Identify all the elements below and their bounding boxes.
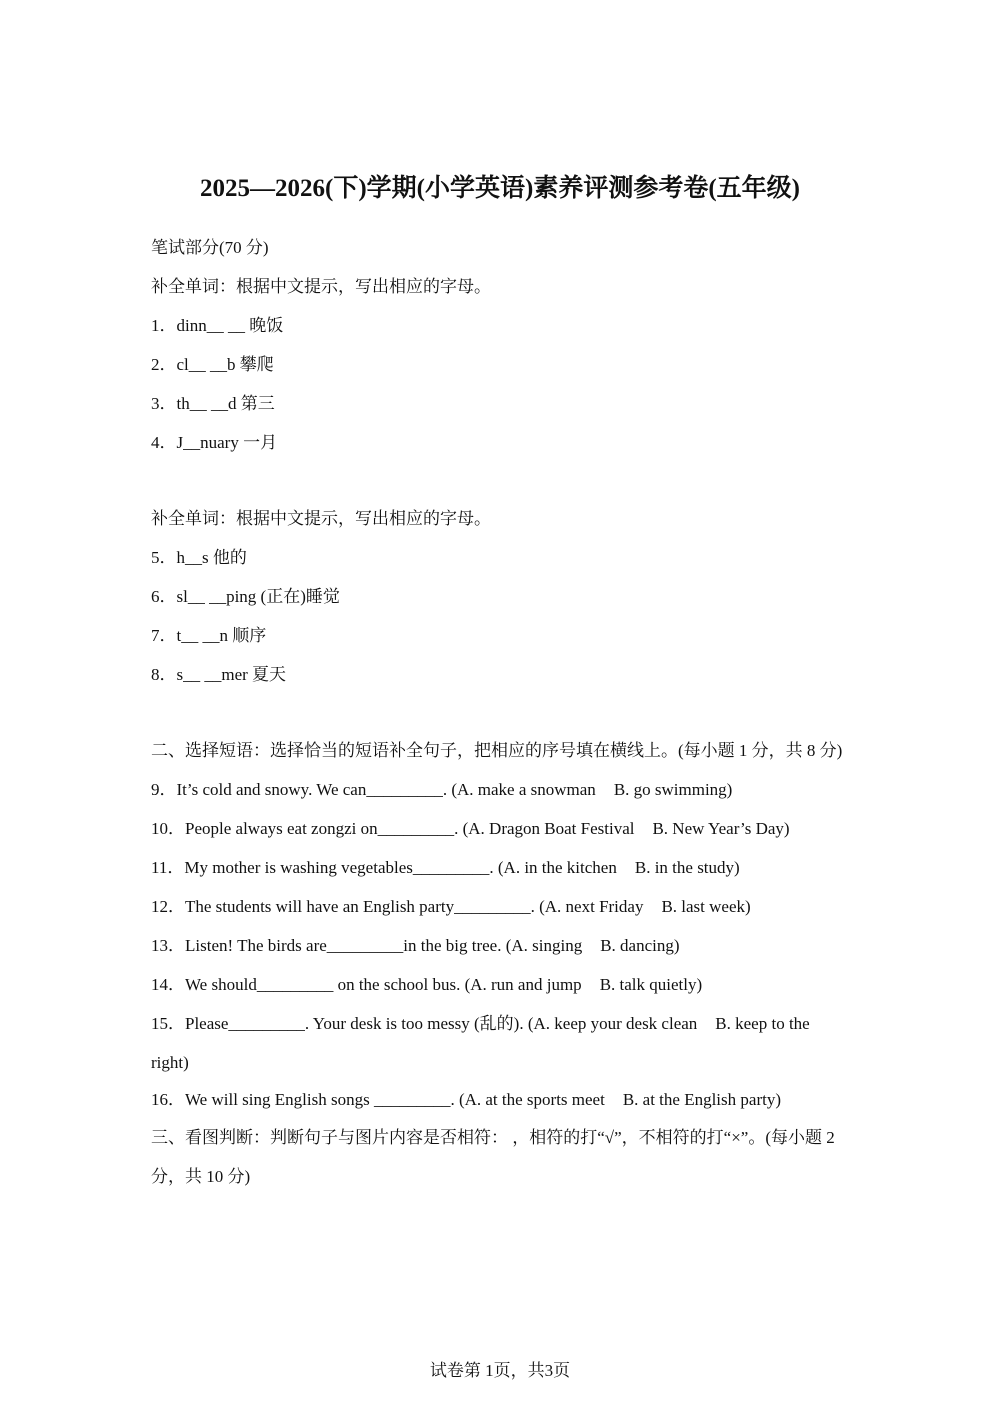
exam-content — [151, 228, 851, 1196]
question-item: 7．t__ __n 顺序 — [151, 626, 267, 645]
option-b: B. go swimming) — [613, 780, 733, 799]
question-item — [151, 1004, 851, 1082]
question-item — [151, 965, 851, 1004]
option-b: B. in the study) — [634, 858, 740, 877]
part1-instruction: 补全单词：根据中文提示，写出相应的字母。 — [151, 277, 491, 296]
part1b-instruction: 补全单词：根据中文提示，写出相应的字母。 — [151, 509, 491, 528]
question-item: 2．cl__ __b 攀爬 — [151, 355, 274, 374]
question-text: 14．We should_________ on the school bus. (A. run and jump — [151, 975, 582, 994]
part2-instruction: 二、选择短语：选择恰当的短语补全句子，把相应的序号填在横线上。(每小题 1 分，共 8 分) — [151, 741, 843, 760]
question-text: 13．Listen! The birds are_________in the big tree. (A. singing — [151, 936, 583, 955]
option-b: B. last week) — [661, 897, 751, 916]
page-title: 2025—2026(下)学期(小学英语)素养评测参考卷(五年级) — [200, 175, 800, 202]
part3-instruction: 三、看图判断：判断句子与图片内容是否相符： ，相符的打“√”，不相符的打“×”。(每小题 2 分，共 10 分) — [151, 1128, 835, 1186]
question-item — [151, 1082, 851, 1118]
question-item: 3．th__ __d 第三 — [151, 394, 275, 413]
question-text: 16．We will sing English songs _________. (A. at the sports meet — [151, 1090, 605, 1109]
question-item — [151, 848, 851, 887]
option-b: B. at the English party) — [622, 1090, 781, 1109]
question-item — [151, 770, 851, 809]
option-b: B. dancing) — [600, 936, 680, 955]
spacer — [151, 694, 851, 731]
question-item: 6．sl__ __ping (正在)睡觉 — [151, 587, 340, 606]
question-text: 15．Please_________. Your desk is too messy (乱的). (A. keep your desk clean — [151, 1014, 698, 1033]
section-heading: 笔试部分(70 分) — [151, 238, 269, 257]
question-text: 10．People always eat zongzi on_________. (A. Dragon Boat Festival — [151, 819, 635, 838]
question-item: 1．dinn__ __ 晚饭 — [151, 316, 284, 335]
question-item: 4．J__nuary 一月 — [151, 433, 278, 452]
page-footer: 试卷第 1页，共3页 — [429, 1361, 571, 1380]
question-text: 12．The students will have an English party_________. (A. next Friday — [151, 897, 644, 916]
spacer — [151, 462, 851, 499]
question-item — [151, 809, 851, 848]
question-item — [151, 887, 851, 926]
question-text: 11．My mother is washing vegetables_________. (A. in the kitchen — [151, 858, 617, 877]
question-item: 5．h__s 他的 — [151, 548, 247, 567]
option-b: B. keep to the right) — [151, 1014, 810, 1072]
question-item: 8．s__ __mer 夏天 — [151, 665, 287, 684]
question-item — [151, 926, 851, 965]
question-text: 9．It’s cold and snowy. We can_________. (A. make a snowman — [151, 780, 596, 799]
option-b: B. New Year’s Day) — [652, 819, 790, 838]
option-b: B. talk quietly) — [599, 975, 703, 994]
